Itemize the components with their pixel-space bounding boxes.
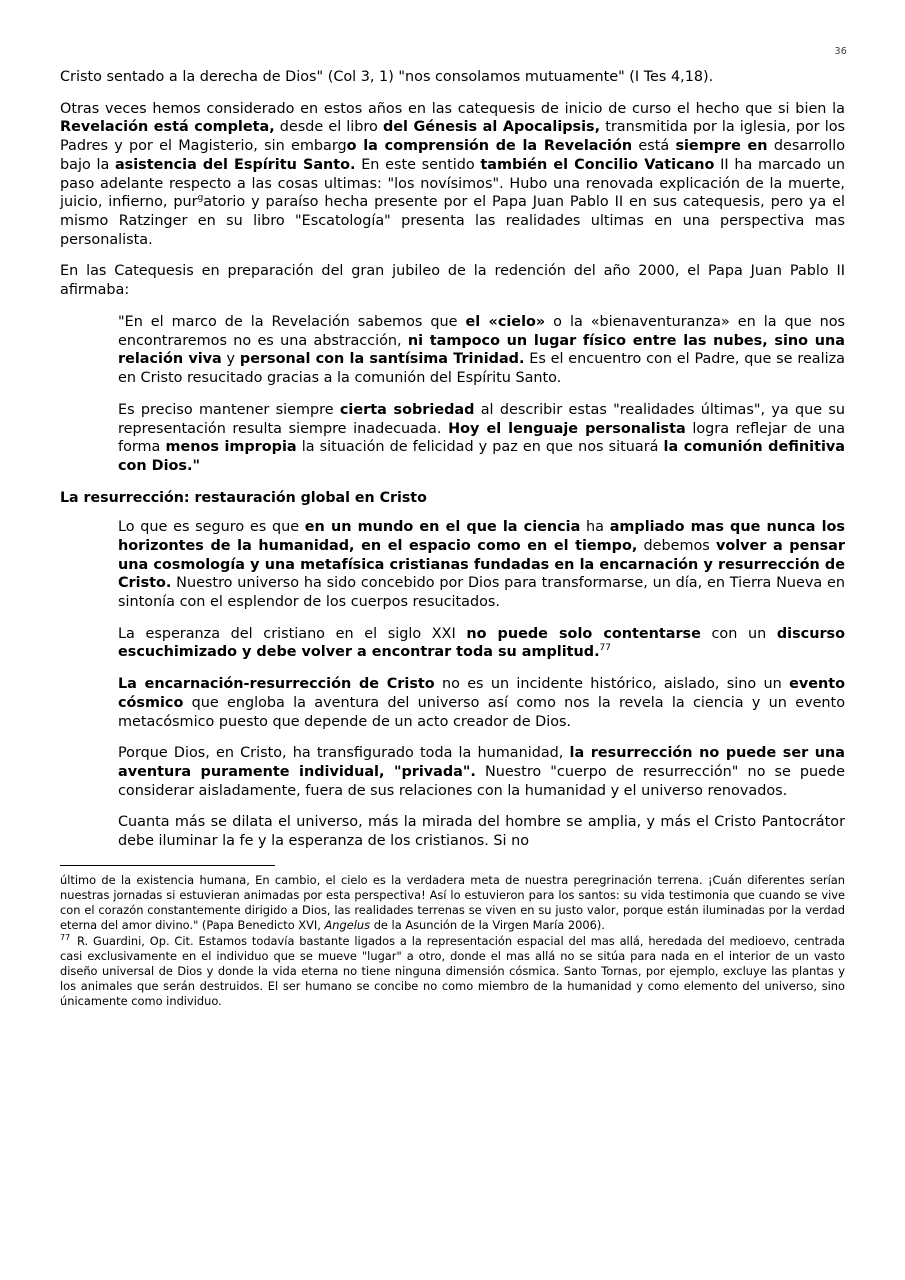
- footnote-reference-77[interactable]: 77: [599, 643, 611, 654]
- superscript-artifact: g: [197, 193, 204, 204]
- text-run: y: [221, 351, 240, 368]
- paragraph-opening-text: Cristo sentado a la derecha de Dios" (Col 3, 1) "nos consolamos mutuamente" (I Tes 4,18).: [60, 69, 714, 85]
- text-bold: La encarnación-resurrección de Cristo: [118, 676, 435, 693]
- text-bold: en un mundo en el que la ciencia: [304, 519, 581, 536]
- paragraph-catequesis: [60, 262, 845, 299]
- text-run: atorio y paraíso hecha presente por el Papa Juan Pablo II en sus catequesis, pero ya el mismo Ratzinger en su libro "Escatología" presenta las realidades ultimas en una perspectiva mas personalista.: [60, 194, 845, 248]
- page-number: 36: [834, 46, 847, 57]
- section-heading-resurreccion: La resurrección: restauración global en Cristo: [60, 489, 427, 506]
- text-bold: asistencia del Espíritu Santo.: [114, 156, 356, 173]
- text-run: desde el libro: [274, 119, 383, 136]
- text-bold: o la comprensión de la Revelación: [346, 138, 633, 155]
- text-bold: cierta sobriedad: [339, 401, 475, 418]
- text-run: Es preciso mantener siempre: [118, 401, 340, 418]
- text-run: Es el encuentro con el Padre, que se realiza en Cristo resucitado gracias a la comunión del Espíritu Santo.: [118, 351, 845, 387]
- text-bold: no puede solo contentarse: [466, 625, 701, 642]
- text-italic: Angelus: [324, 918, 371, 933]
- text-bold: siempre en: [675, 138, 768, 155]
- text-run: de la Asunción de la Virgen María 2006).: [370, 918, 605, 933]
- text-run: En las Catequesis en preparación del gran jubileo de la redención del año 2000, el Papa Juan Pablo II afirmaba:: [60, 263, 845, 299]
- text-run: que engloba la aventura del universo así como nos la revela la ciencia y un evento metacósmico puesto que depende de un acto creador de Dios.: [118, 694, 845, 730]
- paragraph-opening: [60, 68, 845, 87]
- text-bold: volver a pensar una cosmología y una metafísica cristianas fundadas en la encarnación y resurrección de Cristo.: [118, 537, 845, 592]
- text-run: al describir estas "realidades últimas", ya que su representación resulta siempre inadecuada.: [118, 401, 845, 437]
- footnote-77: [60, 934, 845, 1009]
- document-body: [60, 68, 845, 851]
- quote-transfiguracion: [118, 744, 845, 800]
- text-run: logra reflejar de una forma: [118, 420, 846, 456]
- text-run: con un: [700, 625, 777, 642]
- quote-encarnacion: [118, 675, 845, 731]
- text-run: II ha marcado un paso adelante respecto a las cosas ultimas: "los novísimos". Hubo una renovada explicación de la muerte, juicio, infierno, pur: [60, 156, 845, 211]
- quote-ciencia: [118, 518, 845, 612]
- text-run: Nuestro universo ha sido concebido por Dios para transformarse, un día, en Tierra Nueva en sintonía con el esplendor de los cuerpos resucitados.: [118, 575, 845, 610]
- text-run: ha: [580, 519, 610, 536]
- text-run: R. Guardini, Op. Cit. Estamos todavía bastante ligados a la representación espacial del mas allá, heredada del medioevo, centrada casi exclusivamente en el individuo que se mueve "lugar" a otro, donde el mas allá no se sitúa para nada en el interior de un vasto diseño universal de Dios y donde la vida eterna no tiene ninguna dimensión cósmica. Santo Tornas, por ejemplo, excluye las plantas y los animales que serán destruidos. El ser humano se concibe no como miembro de la humanidad y como elemento del universo, sino únicamente como individuo.: [60, 934, 845, 1009]
- text-run: "En el marco de la Revelación sabemos que: [118, 313, 466, 330]
- text-bold: también el Concilio Vaticano: [480, 156, 715, 173]
- text-run: está: [632, 138, 676, 155]
- quote-pantocrator: [118, 813, 845, 850]
- text-bold: evento cósmico: [118, 676, 845, 711]
- text-run: debemos: [637, 537, 716, 554]
- text-bold: discurso escuchimizado y debe volver a encontrar toda su amplitud.: [118, 625, 845, 661]
- text-run: Cuanta más se dilata el universo, más la mirada del hombre se amplia, y más el Cristo Pantocrátor debe iluminar la fe y la esperanza de los cristianos. Si no: [118, 814, 845, 850]
- text-bold: la resurrección no puede ser una aventura puramente individual, "privada".: [118, 745, 846, 781]
- text-run: La esperanza del cristiano en el siglo XXI: [118, 625, 467, 642]
- text-bold: Hoy el lenguaje personalista: [448, 420, 686, 437]
- text-run: Porque Dios, en Cristo, ha transfigurado toda la humanidad,: [118, 745, 570, 762]
- footnote-area: [60, 873, 845, 1009]
- text-run: Lo que es seguro es que: [118, 519, 305, 536]
- quote-sobriedad: [118, 401, 845, 476]
- text-bold: menos impropia: [165, 439, 297, 456]
- text-run: En este sentido: [355, 156, 481, 173]
- text-run: la situación de felicidad y paz en que nos situará: [296, 439, 664, 456]
- footnote-separator: [60, 865, 275, 866]
- paragraph-revelacion: [60, 100, 845, 250]
- text-run: no es un incidente histórico, aislado, sino un: [434, 676, 790, 693]
- footnote-marker-77: 77: [60, 933, 71, 943]
- text-bold: personal con la santísima Trinidad.: [239, 351, 525, 368]
- text-bold: del Génesis al Apocalipsis,: [382, 119, 601, 136]
- text-bold: el «cielo»: [465, 313, 546, 330]
- text-run: último de la existencia humana, En cambio, el cielo es la verdadera meta de nuestra peregrinación terrena. ¡Cuán diferentes serían nuestras jornadas si estuvieran animadas por esta perspectiva! Así lo estuvieron para los santos: su vida testimonia que cuando se vive con el corazón constantemente dirigido a Dios, las realidades terrenas se viven en su justo valor, porque están iluminadas por la verdad eterna del amor divino." (Papa Benedicto XVI,: [60, 872, 845, 933]
- text-bold: Revelación está completa,: [60, 119, 275, 136]
- quote-esperanza: [118, 625, 845, 662]
- text-run: o la «bienaventuranza» en la que nos encontraremos no es una abstracción,: [118, 313, 845, 349]
- text-bold: ampliado mas que nunca los horizontes de la humanidad, en el espacio como en el tiempo,: [118, 519, 845, 554]
- footnote-continued: [60, 873, 845, 933]
- text-run: Nuestro "cuerpo de resurrección" no se puede considerar aisladamente, fuera de sus relaciones con la humanidad y el universo renovados.: [118, 764, 845, 799]
- text-run: desarrollo bajo la: [60, 138, 846, 173]
- text-run: Otras veces hemos considerado en estos años en las catequesis de inicio de curso el hecho que si bien la: [60, 100, 845, 117]
- text-bold: la comunión definitiva con Dios.": [118, 439, 845, 474]
- text-bold: ni tampoco un lugar físico entre las nubes, sino una relación viva: [118, 332, 845, 368]
- text-run: transmitida por la iglesia, por los Padres y por el Magisterio, sin embarg: [60, 119, 845, 155]
- quote-cielo: [118, 313, 845, 388]
